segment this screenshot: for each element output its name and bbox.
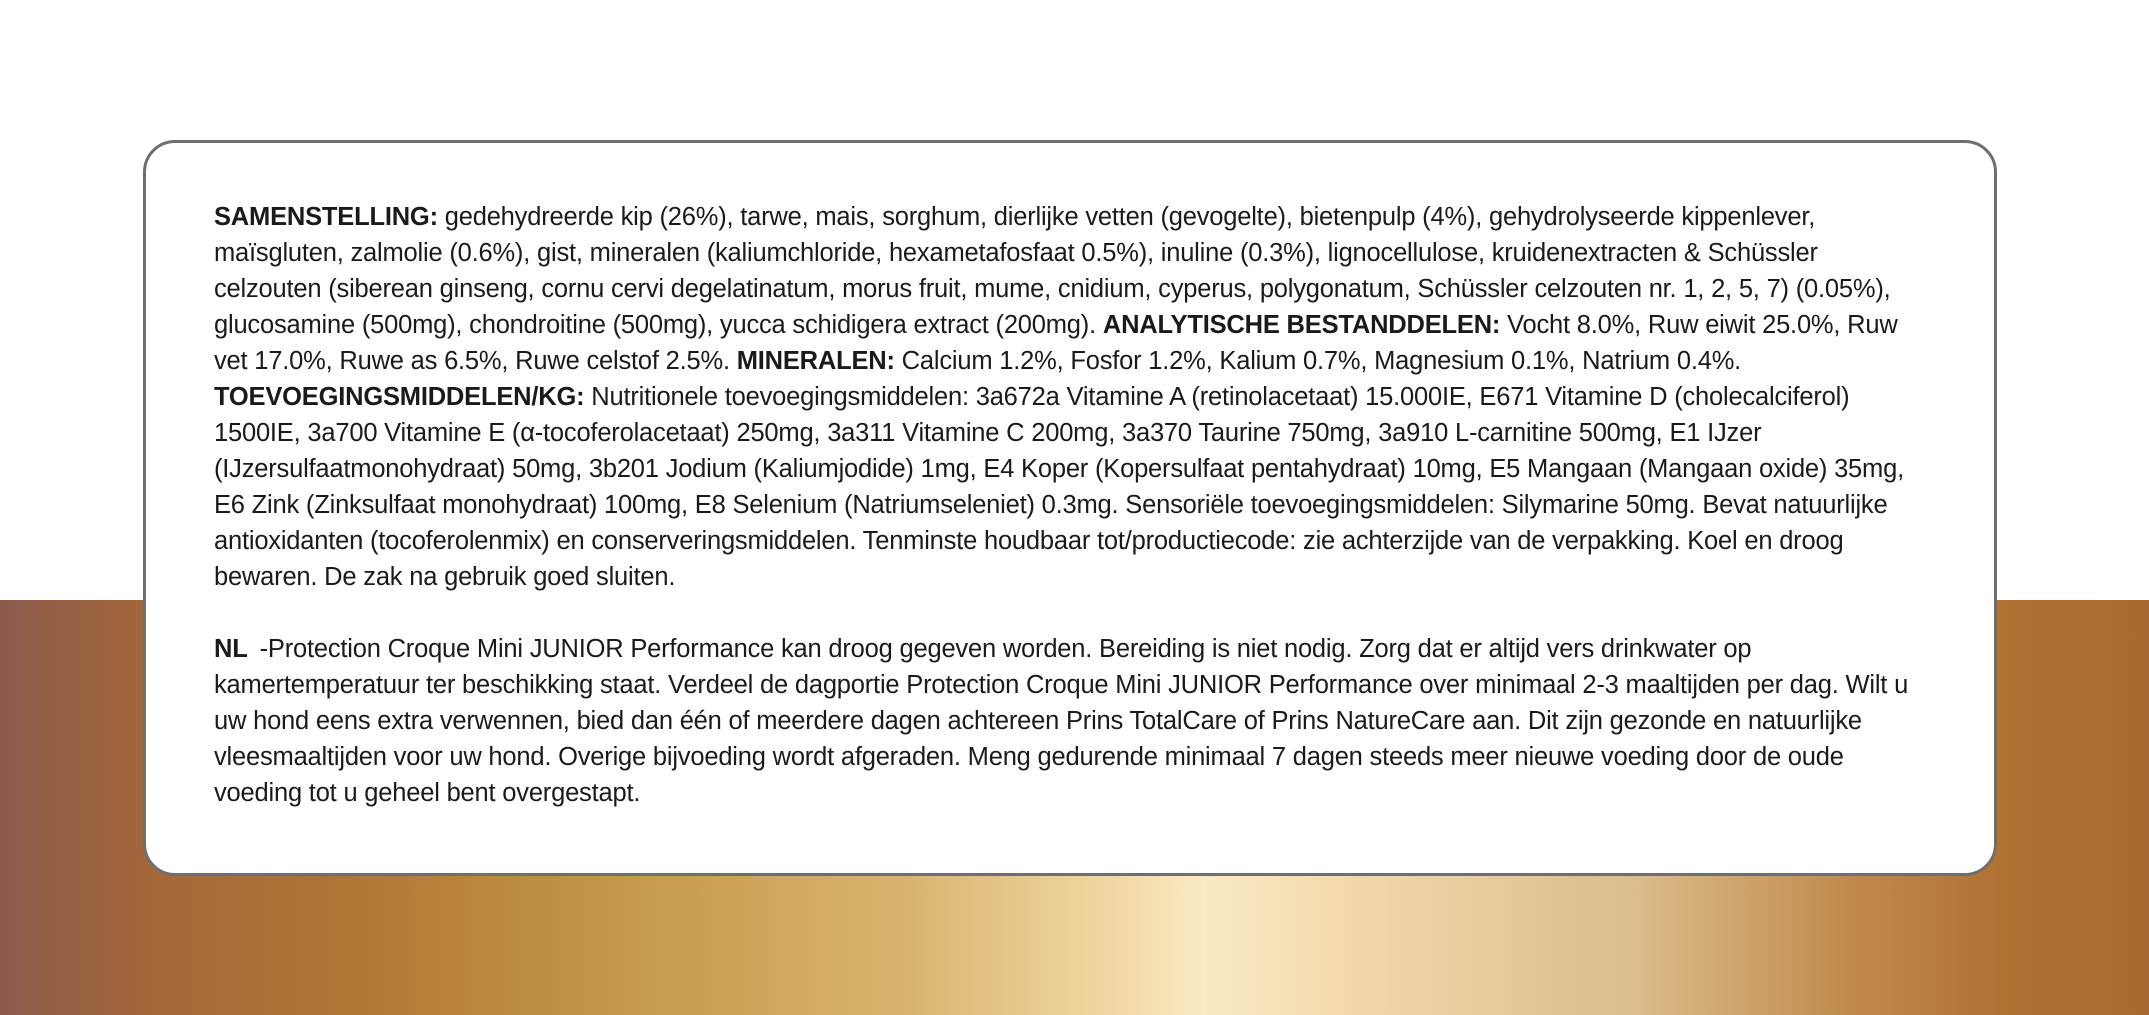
feeding-instructions-text: -Protection Croque Mini JUNIOR Performance kan droog gegeven worden. Bereiding is niet nodig. Zorg dat er altijd vers drinkwater op kamertemperatuur ter beschikking staat. Verdeel de dagportie Protection Croque Mini JUNIOR Performance over minimaal 2-3 maaltijden per dag. Wilt u uw hond eens extra verwennen, bied dan één of meerdere dagen achtereen Prins TotalCare of Prins NatureCare aan. Dit zijn gezonde en natuurlijke vleesmaaltijden voor uw hond. Overige bijvoeding wordt afgeraden. Meng gedurende minimaal 7 dagen steeds meer nieuwe voeding door de oude voeding tot u geheel bent overgestapt. [214, 635, 1909, 807]
mineralen-text: Calcium 1.2%, Fosfor 1.2%, Kalium 0.7%, Magnesium 0.1%, Natrium 0.4%. [894, 347, 1742, 375]
feeding-instructions-paragraph [214, 631, 1926, 811]
analytische-bestanddelen-text: Vocht 8.0%, Ruw eiwit 25.0%, Ruw vet 17.0%, Ruwe as 6.5%, Ruwe celstof 2.5%. [214, 311, 1898, 375]
language-code-tag: NL [214, 635, 248, 663]
composition-paragraph [214, 199, 1926, 595]
toevoegingsmiddelen-heading: TOEVOEGINGSMIDDELEN/KG: [214, 383, 585, 411]
samenstelling-text: gedehydreerde kip (26%), tarwe, mais, sorghum, dierlijke vetten (gevogelte), bietenpulp (4%), gehydrolyseerde kippenlever, maïsgluten, zalmolie (0.6%), gist, mineralen (kaliumchloride, hexametafosfaat 0.5%), inuline (0.3%), lignocellulose, kruidenextracten & Schüssler celzouten (siberean ginseng, cornu cervi degelatinatum, morus fruit, mume, cnidium, cyperus, polygonatum, Schüssler celzouten nr. 1, 2, 5, 7) (0.05%), glucosamine (500mg), chondroitine (500mg), yucca schidigera extract (200mg). [214, 203, 1891, 339]
product-label-card [143, 140, 1997, 876]
mineralen-heading: MINERALEN: [736, 347, 895, 375]
analytische-bestanddelen-heading: ANALYTISCHE BESTANDDELEN: [1102, 311, 1501, 339]
samenstelling-heading: SAMENSTELLING: [214, 203, 438, 231]
toevoegingsmiddelen-text: Nutritionele toevoegingsmiddelen: 3a672a Vitamine A (retinolacetaat) 15.000IE, E671 Vitamine D (cholecalciferol) 1500IE, 3a700 Vitamine E (α-tocoferolacetaat) 250mg, 3a311 Vitamine C 200mg, 3a370 Taurine 750mg, 3a910 L-carnitine 500mg, E1 IJzer (IJzersulfaatmonohydraat) 50mg, 3b201 Jodium (Kaliumjodide) 1mg, E4 Koper (Kopersulfaat pentahydraat) 10mg, E5 Mangaan (Mangaan oxide) 35mg, E6 Zink (Zinksulfaat monohydraat) 100mg, E8 Selenium (Natriumseleniet) 0.3mg. Sensoriële toevoegingsmiddelen: Silymarine 50mg. Bevat natuurlijke antioxidanten (tocoferolenmix) en conserveringsmiddelen. Tenminste houdbaar tot/productiecode: zie achterzijde van de verpakking. Koel en droog bewaren. De zak na gebruik goed sluiten. [214, 383, 1904, 591]
